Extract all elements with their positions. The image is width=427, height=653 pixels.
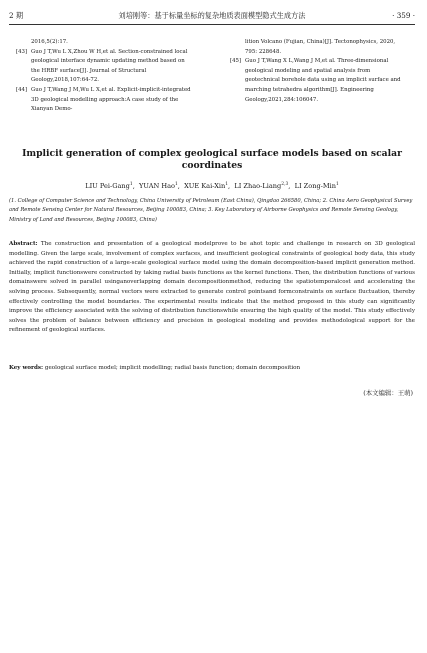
abstract-label: Abstract: — [9, 241, 38, 247]
reference-entry — [16, 86, 192, 115]
abstract-text: The construction and presentation of a geological modelprove to be ahot topic and challenge in research on 3D geological modelling. Given the large scale, involvement of complex surfaces, and insufficient geological constraints of geological body data, this study achieved the rapid construction of a large-scale geological surface model using the domain decomposition-based implicit generation method. Initially, implicit functionswere constructed by taking radial basis functions as the kernel functions. Then, the distribution functions of various domainswere solved in parallel usinganoverlapping domain decompositionmethod, reducing the spatiotemporalcost and accelerating the solving process. Subsequently, normal vectors were extracted to generate control pointsand formconstraints on surface fluctuation, thereby effectively controlling the model boundaries. The experimental results indicate that the method proposed in this study can significantly improve the efficiency associated with the solving of distribution functionswhile ensuring the high quality of the model. This study effectively solves the problem of balance between efficiency and precision in geological modeling and provides methodological support for the refinement of geological surfaces. — [9, 241, 416, 334]
reference-text: Guo J T,Wang X L,Wang J M,et al. Three-dimensional geological modeling and spatial analysis from geotechnical borehole data using an implicit surface and marching tetrahedra algorithm[J]. Engineering Geology,2021,284:106047. — [245, 58, 401, 103]
reference-text: Guo J T,Wang J M,Wu L X,et al. Explicit-implicit-integrated 3D geological modelling approach:A case study of the Xianyan Demo- — [31, 86, 191, 113]
author-affiliation-mark: 1 — [336, 182, 339, 187]
running-title: 刘培刚等：基于标量坐标的复杂地质表面模型隐式生成方法 — [118, 11, 306, 20]
affiliations: (1. College of Computer Science and Technology, China University of Petroleum (East China), Qingdao 266580, China; 2. China Aero Geophysical Survey and Remote Sensing Center for Natural Resources, Beijing 100083, China; 3. Key Laboratory of Airborne Geophysics and Remote Sensing Geology, Ministry of Land and Resources, Beijing 100083, China) — [9, 198, 413, 223]
author-name: LIU Pei-Gang — [85, 182, 130, 191]
references-left-column — [16, 38, 192, 115]
references-right-column — [230, 38, 406, 105]
author-affiliation-mark: 1 — [129, 182, 133, 187]
author-name: YUAN Hao — [138, 182, 175, 191]
reference-number: [44] — [16, 86, 28, 93]
header-rule — [9, 24, 415, 25]
author-name: LI Zhao-Liang — [234, 182, 282, 191]
issue-number: 2 期 — [9, 11, 24, 20]
reference-text: Guo J T,Wu L X,Zhou W H,et al. Section-constrained local geological interface dynamic updating method based on the HRBF surface[J]. Journal of Structural Geology,2018,107:64-72. — [31, 48, 188, 84]
reference-text: lition Volcano (Fujian, China)[J]. Tectonophysics, 2020, 795: 228648. — [245, 39, 396, 55]
keywords-text: geological surface model; implicit modelling; radial basis function; domain decomposition — [44, 365, 301, 371]
editor-note: (本文编辑：王萌) — [363, 389, 413, 397]
keywords-label: Key words: — [9, 365, 44, 371]
author-list: LIU Pei-Gang$^1$, YUAN Hao$^1$, XUE Kai-Xin$^1$, LI Zhao-Liang$^{2,3}$, LI Zong-Min$^1$ — [85, 182, 339, 191]
page-number: · 359 · — [392, 11, 415, 20]
author-name: XUE Kai-Xin — [184, 182, 226, 191]
abstract — [9, 240, 415, 336]
author-affiliation-mark: 1 — [225, 182, 229, 187]
running-header — [9, 10, 415, 22]
reference-entry — [230, 38, 406, 57]
keywords — [9, 364, 415, 374]
reference-number: [45] — [230, 58, 242, 65]
reference-entry — [16, 48, 192, 86]
author-name: LI Zong-Min — [294, 182, 336, 191]
author-affiliation-mark: 2,3 — [281, 182, 289, 187]
article-title: Implicit generation of complex geological surface models based on scalar coordinates — [22, 148, 402, 171]
author-affiliation-mark: 1 — [174, 182, 178, 187]
reference-entry — [16, 38, 192, 48]
reference-entry — [230, 57, 406, 105]
reference-text: 2016,5(2):17. — [31, 39, 68, 45]
reference-number: [43] — [16, 48, 28, 55]
